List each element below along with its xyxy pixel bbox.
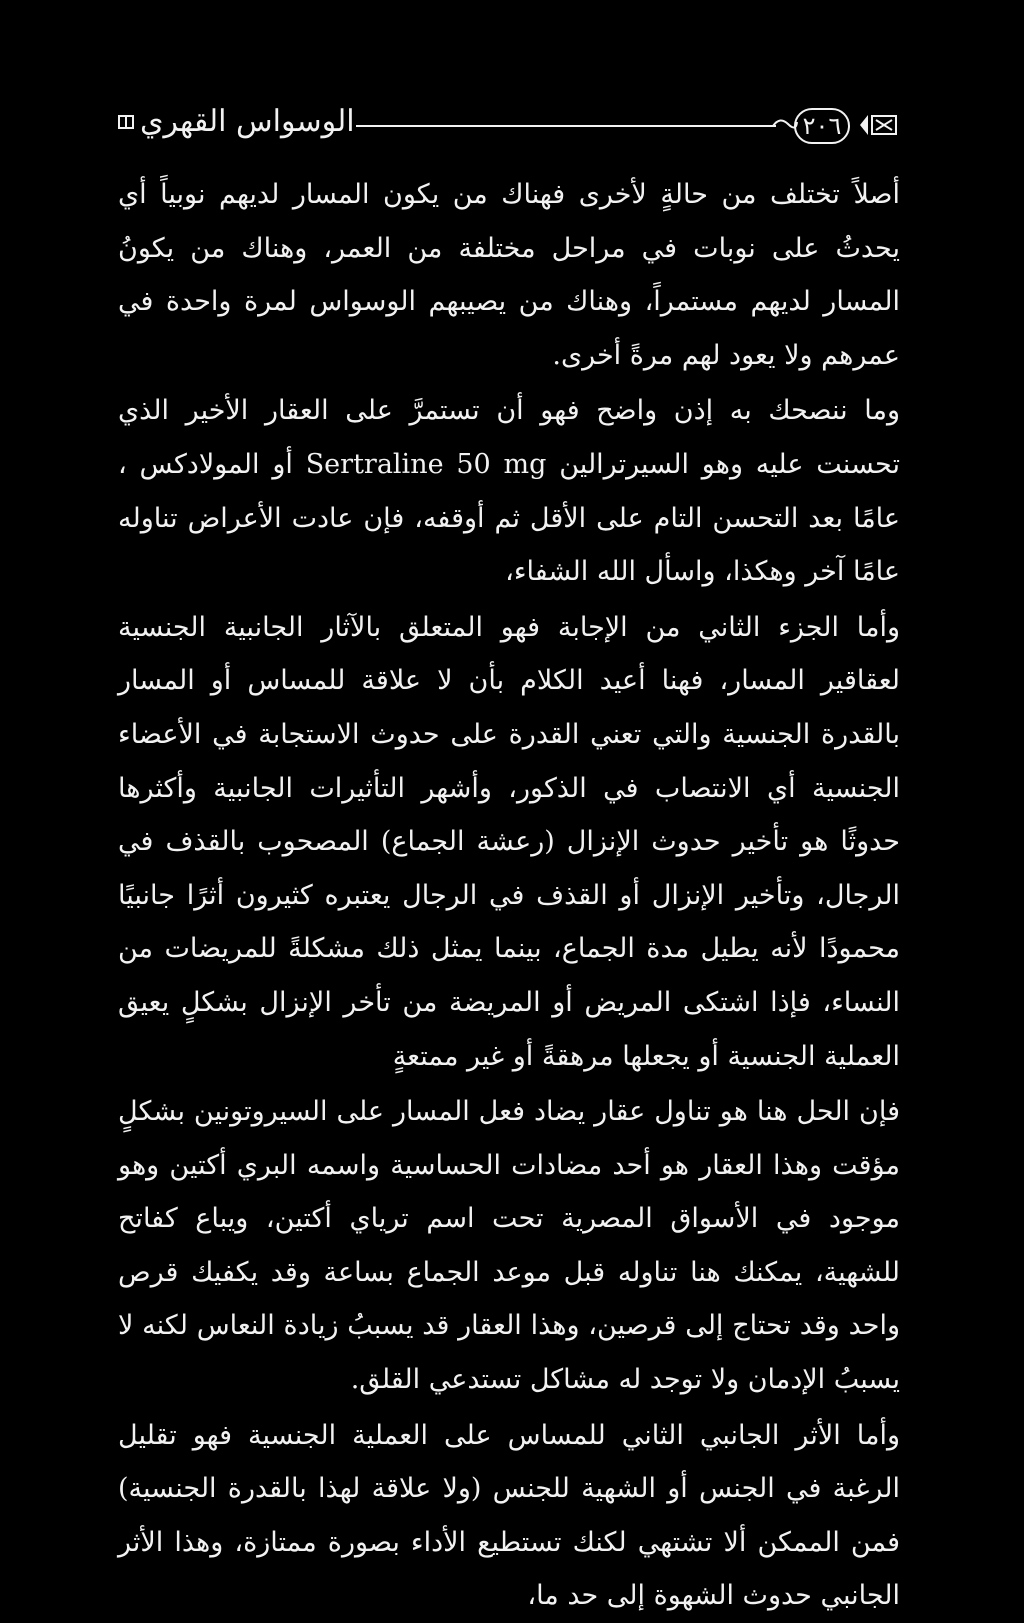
corner-ornament-icon [858, 110, 898, 140]
paragraph-4: فإن الحل هنا هو تناول عقار يضاد فعل المسار على السيروتونين بشكلٍ مؤقت وهذا العقار هو أحد مضادات الحساسية واسمه البري أكتين وهو موجود في الأسواق المصرية تحت اسم ترياي أكتين، ويباع كفاتح للشهية، يمكنك هنا تناوله قبل موعد الجماع بساعة وقد يكفيك قرص واحد وقد تحتاج إلى قرصين، وهذا العقار قد يسببُ زيادة النعاس لكنه لا يسببُ الإدمان ولا توجد له مشاكل تستدعي القلق. [118, 1096, 900, 1396]
page-header [118, 96, 898, 154]
paragraph-5: وأما الأثر الجانبي الثاني للمساس على العملية الجنسية فهو تقليل الرغبة في الجنس أو الشهية للجنس (ولا علاقة لهذا بالقدرة الجنسية) فمن الممكن ألا تشتهي لكنك تستطيع الأداء بصورة ممتازة، وهذا الأثر الجانبي حدوث الشهوة إلى حد ما، [118, 1419, 900, 1612]
paragraph-3: وأما الجزء الثاني من الإجابة فهو المتعلق بالآثار الجانبية الجنسية لعقاقير المسار، فهنا أعيد الكلام بأن لا علاقة للمساس أو المسار بالقدرة الجنسية والتي تعني القدرة على حدوث الاستجابة في الأعضاء الجنسية أي الانتصاب في الذكور، وأشهر التأثيرات الجانبية وأكثرها حدوثًا هو تأخير حدوث الإنزال (رعشة الجماع) المصحوب بالقذف في الرجال، وتأخير الإنزال أو القذف في الرجال يعتبره كثيرون أثرًا جانبيًا محمودًا لأنه يطيل مدة الجماع، بينما يمثل ذلك مشكلةً للمريضات من النساء، فإذا اشتكى المريض أو المريضة من تأخر الإنزال بشكلٍ يعيق العملية الجنسية أو يجعلها مرهقةً أو غير ممتعةٍ [118, 611, 900, 1072]
page-number: ٢٠٦ [794, 108, 850, 144]
book-ornament-icon [118, 114, 134, 130]
page-number-cartouche [772, 104, 898, 146]
book-title: الوسواس القهري [140, 104, 355, 139]
paragraph-2: وما ننصحك به إذن واضح فهو أن تستمرَّ على العقار الأخير الذي تحسنت عليه وهو السيرترالين Sertraline 50 mg أو المولادكس ، عامًا بعد التحسن التام على الأقل ثم أوقفه، فإن عادت الأعراض تناوله عامًا آخر وهكذا، واسأل الله الشفاء، [118, 395, 900, 588]
header-rule [356, 124, 776, 128]
body-text [118, 168, 900, 1623]
paragraph-1: أصلاً تختلف من حالةٍ لأخرى فهناك من يكون المسار لديهم نوبياً أي يحدثُ على نوبات في مراحل مختلفة من العمر، وهناك من يكونُ المسار لديهم مستمراً، وهناك من يصيبهم الوسواس لمرة واحدة في عمرهم ولا يعود لهم مرةً أخرى. [118, 179, 900, 371]
